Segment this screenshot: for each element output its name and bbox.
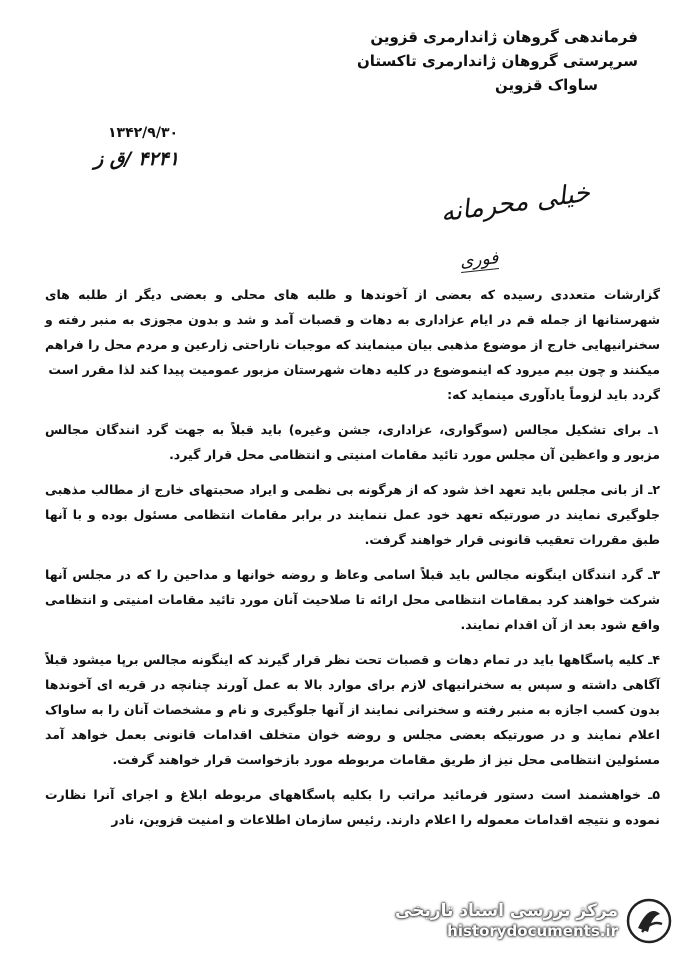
paragraph: ۴ـ کلیه پاسگاهها باید در تمام دهات و قصبات تحت نظر قرار گیرند که اینگونه مجالس برپا میشود قبلاً آگاهی داشته و سپس به سخنرانیهای لازم برای موارد بالا به عمل آورند چنانچه در قریه ای آخوندها بدون کسب اجازه به منبر رفته و سخنرانی نمایند از آنها جلوگیری و نام و مشخصات آنان را به ساواک اعلام نمایند و در صورتیکه بعضی مجلس و روضه خوان متخلف اقدامات قانونی بعمل خواهد آمد مسئولین انتظامی محل نیز از طریق مقامات مربوطه مورد بازخواست قرار خواهند گرفت.	[45, 652, 660, 767]
handwritten-urgent-note: فوری	[459, 248, 500, 272]
paragraph: گزارشات متعددی رسیده که بعضی از آخوندها و طلبه های محلی و بعضی دیگر از طلبه های شهرستانها از جمله قم در ایام عزاداری به دهات و قصبات آمد و شد و بدون مجوزی به منبر رفته و سخنرانیهایی خارج از موضوع مذهبی بیان مینمایند که موجبات ناراحتی زارعین و مردم محل را فراهم میکنند و چون بیم میرود که اینموضوع در کلیه دهات شهرستان مزبور عمومیت پیدا کند لذا مقرر است	[45, 287, 660, 377]
address-line: سرپرستی گروهان ژاندارمری تاکستان	[356, 52, 638, 70]
address-block	[238, 25, 638, 97]
paragraph: ۵ـ خواهشمند است دستور فرمائید مراتب را بکلیه پاسگاههای مربوطه ابلاغ و اجرای آنرا نظارت نموده و نتیجه اقدامات معموله را اعلام دارند. رئیس سازمان اطلاعات و امنیت قزوین، نادر	[45, 787, 660, 827]
handwritten-classification-note: خیلی محرمانه	[438, 177, 592, 229]
address-line: ساواک قزوین	[494, 76, 598, 94]
paragraph: ۲ـ از بانی مجلس باید تعهد اخذ شود که از هرگونه بی نظمی و ایراد صحبتهای خارج از مطالب مذهبی جلوگیری نمایند در صورتیکه تعهد خود عمل ننمایند در برابر مقامات انتظامی مسئول بوده و با آنها طبق مقررات تعقیب قانونی قرار خواهند گرفت.	[45, 482, 660, 547]
archive-logo-icon	[626, 898, 672, 944]
address-line: فرماندهی گروهان ژاندارمری قزوین	[370, 28, 638, 46]
paragraph: گردد باید لزوماً یادآوری مینماید که:	[447, 387, 660, 402]
watermark-site: historydocuments.ir	[447, 922, 618, 940]
watermark	[395, 898, 672, 944]
letter-body	[45, 282, 660, 832]
watermark-title: مرکز بررسی اسناد تاریخی	[395, 901, 618, 921]
paragraph: ۱ـ برای تشکیل مجالس (سوگواری، عزاداری، جشن وغیره) باید قبلاً به جهت گرد انندگان مجالس مزبور و واعظین آن مجلس مورد تائید مقامات امنیتی و انتظامی محل قرار گیرد.	[45, 422, 660, 462]
letter-date: ۱۳۴۲/۹/۳۰	[108, 125, 179, 141]
reference-number: ۴۲۴۱ /ق ز	[94, 148, 179, 170]
paragraph: ۳ـ گرد انندگان اینگونه مجالس باید قبلاً اسامی وعاظ و روضه خوانها و مداحین را که در مجلس آنها شرکت خواهند کرد بمقامات انتظامی محل ارائه تا صلاحیت آنان مورد تائید مقامات امنیتی و انتظامی واقع شود بعد از آن اقدام نمایند.	[45, 567, 660, 632]
